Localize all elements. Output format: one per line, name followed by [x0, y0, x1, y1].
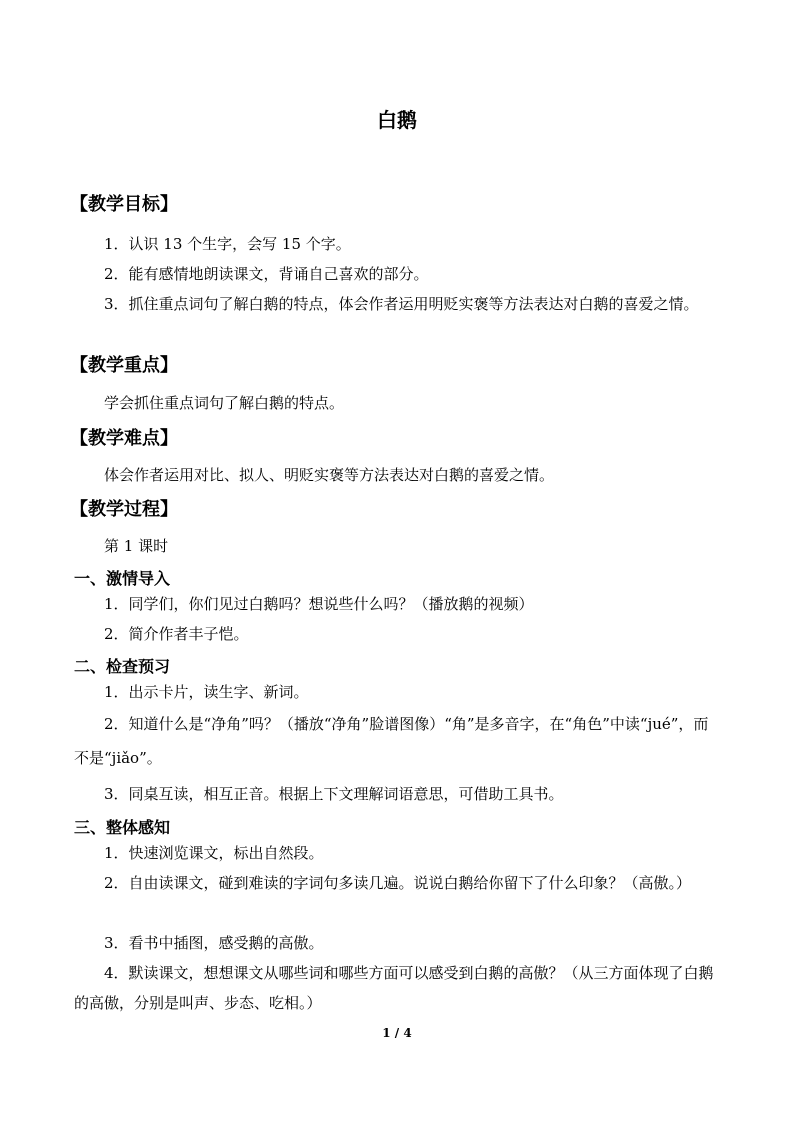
section-2-item-3: 3．同桌互读，相互正音。根据上下文理解词语意思，可借助工具书。	[104, 785, 564, 803]
section-3-item-4: 4．默读课文，想想课文从哪些词和哪些方面可以感受到白鹅的高傲？（从三方面体现了白鹅的高傲，分别是叫声、步态、吃相。）	[74, 964, 714, 1012]
goal-item-3: 3．抓住重点词句了解白鹅的特点，体会作者运用明贬实褒等方法表达对白鹅的喜爱之情。	[104, 295, 699, 313]
heading-goals: 【教学目标】	[70, 194, 178, 215]
section-2-item-1: 1．出示卡片，读生字、新词。	[104, 683, 309, 701]
section-1-item-1: 1．同学们，你们见过白鹅吗？想说些什么吗？（播放鹅的视频）	[104, 595, 534, 613]
heading-difficulties: 【教学难点】	[70, 428, 178, 449]
section-title-3: 三、整体感知	[74, 818, 171, 837]
section-1-item-2: 2．简介作者丰子恺。	[104, 625, 249, 643]
section-3-item-2: 2．自由读课文，碰到难读的字词句多读几遍。说说白鹅给你留下了什么印象？（高傲。）	[104, 874, 692, 892]
section-3-item-3: 3．看书中插图，感受鹅的高傲。	[104, 934, 324, 952]
section-title-1: 一、激情导入	[74, 569, 171, 588]
section-title-2: 二、检查预习	[74, 657, 171, 676]
difficulty-text: 体会作者运用对比、拟人、明贬实褒等方法表达对白鹅的喜爱之情。	[104, 466, 555, 484]
heading-process: 【教学过程】	[70, 499, 178, 520]
key-point-text: 学会抓住重点词句了解白鹅的特点。	[104, 394, 345, 412]
page-number: 1 / 4	[382, 1026, 412, 1040]
goal-item-2: 2．能有感情地朗读课文，背诵自己喜欢的部分。	[104, 265, 429, 283]
document-title: 白鹅	[377, 108, 417, 132]
heading-key-points: 【教学重点】	[70, 355, 178, 376]
goal-item-1: 1．认识 13 个生字，会写 15 个字。	[104, 235, 351, 253]
section-3-item-1: 1．快速浏览课文，标出自然段。	[104, 844, 324, 862]
lesson-label: 第 1 课时	[104, 537, 169, 555]
section-2-item-2: 2．知道什么是“净角”吗？（播放“净角”脸谱图像）“角”是多音字，在“角色”中读“jué”，而不是“jiǎo”。	[74, 715, 709, 767]
